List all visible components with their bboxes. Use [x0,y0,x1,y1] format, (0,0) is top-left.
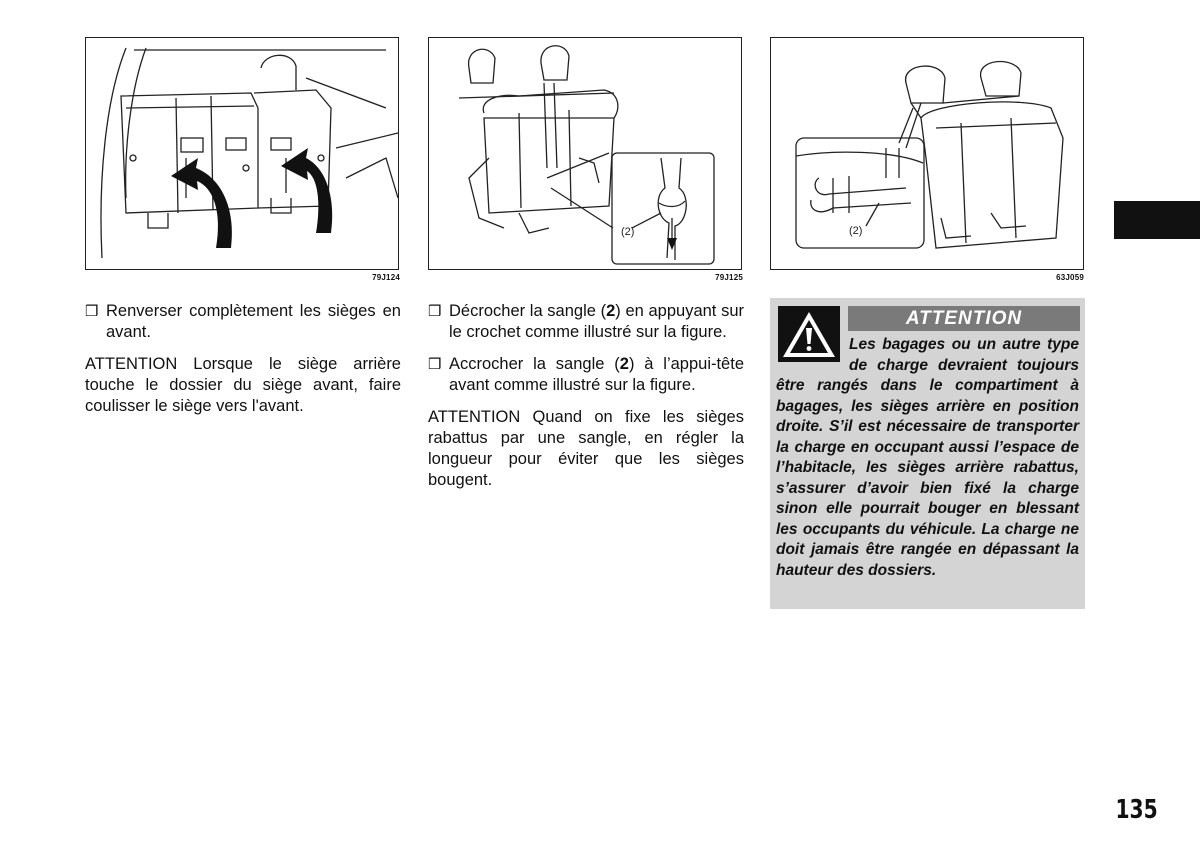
bullet-text-start: Accrocher la sangle ( [449,355,620,373]
callout-2: (2) [621,226,635,238]
list-item [85,301,401,343]
column-1 [85,301,401,417]
figure-fold-seats [85,37,399,270]
strap-unhook-illustration [429,38,741,269]
warning-body [776,335,1079,581]
figure-code-2: 79J125 [715,273,743,282]
column-2 [428,301,744,491]
warning-text: Les bagages ou un autre type de charge devraient toujours être rangés dans le compartiment à bagages, les sièges arrière en position droite. S’il est nécessaire de transporter la charge en occupant aussi l’espace de l’habitacle, les sièges arrière rabattus, s’assurer d’avoir bien fixé la charge sinon elle pourrait bouger en blessant les occupants du véhicule. La charge ne doit jamais être rangée en dépassant la hauteur des dossiers. [776,336,1079,579]
bullet-ref: 2 [619,355,629,373]
seat-fold-illustration [86,38,398,269]
checkbox-bullet-icon: ❒ [85,303,99,320]
checkbox-bullet-icon: ❒ [428,303,442,320]
page-number: 135 [1115,795,1158,825]
warning-title: ATTENTION [848,306,1080,331]
bullet-text-end: ) en appuyant sur le crochet comme illustré sur la figure. [449,302,744,341]
figure-code-3: 63J059 [1056,273,1084,282]
figure-unhook-strap [428,37,742,270]
list-item [428,301,744,343]
bullet-ref: 2 [606,302,616,320]
callout-2: (2) [849,225,863,237]
warning-box [770,298,1085,609]
bullet-text-start: Décrocher la sangle ( [449,302,607,320]
bullet-text: Renverser complètement les sièges en avant. [106,302,401,341]
attention-note: ATTENTION Quand on fixe les sièges rabattus par une sangle, en régler la longueur pour éviter que les sièges bougent. [428,408,744,489]
figure-hook-strap [770,37,1084,270]
figure-code-1: 79J124 [372,273,400,282]
checkbox-bullet-icon: ❒ [428,356,442,373]
list-item [428,354,744,396]
strap-hook-illustration [771,38,1083,269]
bullet-text-end: ) à l’appui-tête avant comme illustré sur la figure. [449,355,744,394]
attention-note: ATTENTION Lorsque le siège arrière touche le dossier du siège avant, faire coulisser le siège vers l'avant. [85,355,401,415]
section-tab-marker [1114,201,1200,239]
